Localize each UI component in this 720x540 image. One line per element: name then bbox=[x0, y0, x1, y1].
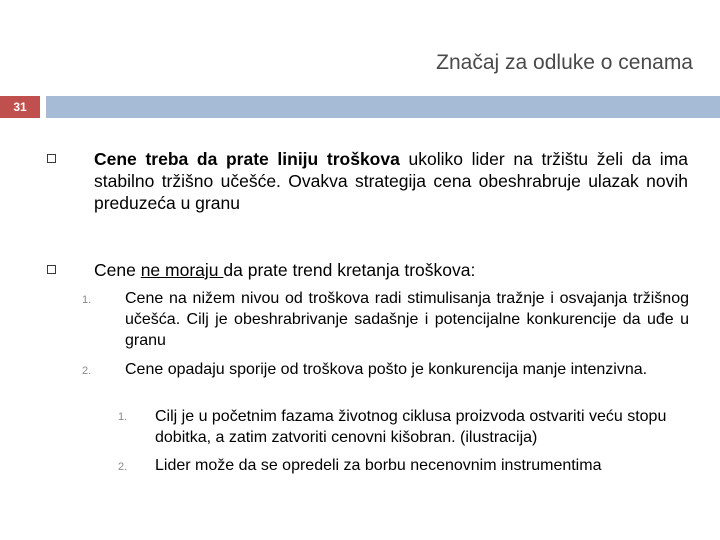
slide-title: Značaj za odluke o cenama bbox=[436, 51, 693, 74]
main-point-2-suffix: da prate trend kretanja troškova: bbox=[223, 260, 476, 280]
square-bullet-icon bbox=[47, 154, 56, 163]
slide-number: 31 bbox=[0, 96, 40, 118]
main-point-2 bbox=[94, 259, 688, 281]
sub-sub-point-2-marker: 2. bbox=[118, 461, 128, 473]
main-point-1-rest: ukoliko lider na tržištu želi da ima stabilno tržišno učešće. Ovakva strategija cena obeshrabruje ulazak novih preduzeća u granu bbox=[94, 149, 689, 213]
main-point-2-underlined: ne moraju bbox=[140, 260, 224, 280]
square-bullet-icon bbox=[47, 265, 56, 274]
sub-sub-point-2: Lider može da se opredeli za borbu necenovnim instrumentima bbox=[155, 457, 602, 474]
sub-point-2-marker: 2. bbox=[82, 365, 92, 377]
main-point-2-prefix: Cene bbox=[94, 260, 141, 280]
sub-sub-point-1: Cilj je u početnim fazama životnog ciklusa proizvoda ostvariti veću stopu dobitka, a zatim zatvoriti cenovni kišobran. (ilustracija) bbox=[155, 408, 667, 446]
header-rule-bar bbox=[46, 96, 720, 118]
main-point-1-bold: Cene treba da prate liniju troškova bbox=[94, 149, 400, 169]
sub-sub-point-1-marker: 1. bbox=[118, 411, 128, 423]
sub-point-1-marker: 1. bbox=[82, 294, 92, 306]
sub-point-2: Cene opadaju sporije od troškova pošto je konkurencija manje intenzivna. bbox=[125, 361, 648, 378]
main-point-1 bbox=[94, 148, 688, 214]
sub-point-1: Cene na nižem nivou od troškova radi stimulisanja tražnje i osvajanja tržišnog učešća. Cilj je obeshrabrivanje sadašnje i potencijalne konkurencije da uđe u granu bbox=[125, 290, 689, 349]
